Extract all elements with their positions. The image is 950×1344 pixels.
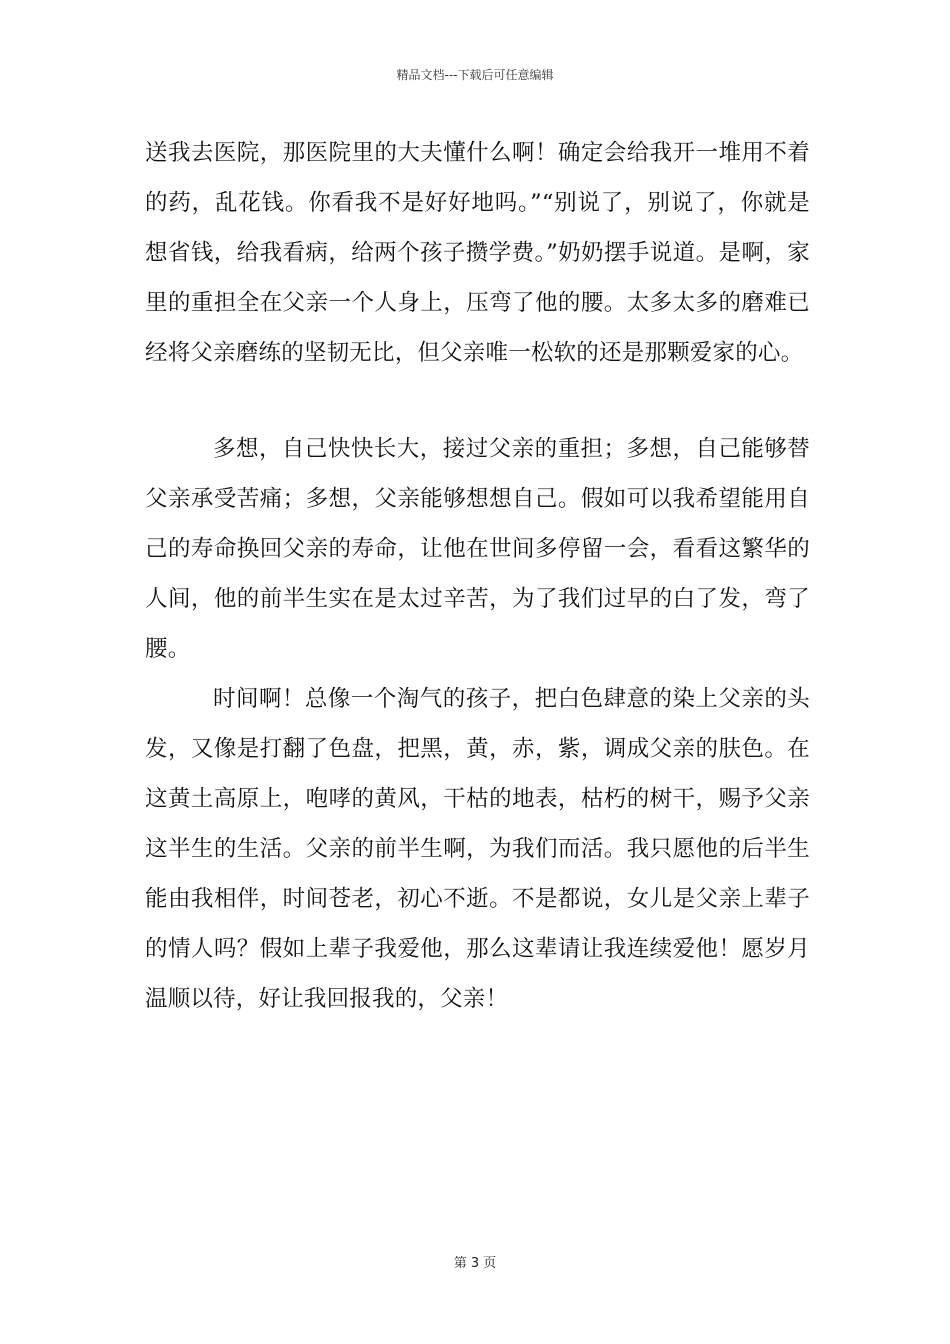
paragraph-1: 送我去医院，那医院里的大夫懂什么啊！确定会给我开一堆用不着的药，乱花钱。你看我不是好好地吗。”“别说了，别说了，你就是想省钱，给我看病，给两个孩子攒学费。”奶奶摆手说道。是啊，家里的重担全在父亲一个人身上，压弯了他的腰。太多太多的磨难已经将父亲磨练的坚韧无比，但父亲唯一松软的还是那颗爱家的心。 [145,140,810,366]
paragraph-2: 多想，自己快快长大，接过父亲的重担；多想，自己能够替父亲承受苦痛；多想，父亲能够想想自己。假如可以我希望能用自己的寿命换回父亲的寿命，让他在世间多停留一会，看看这繁华的人间，他的前半生实在是太过辛苦，为了我们过早的白了发，弯了腰。 [145,436,810,662]
paragraph-3: 时间啊！总像一个淘气的孩子，把白色肆意的染上父亲的头发，又像是打翻了色盘，把黑，黄，赤，紫，调成父亲的肤色。在这黄土高原上，咆哮的黄风，干枯的地表，枯朽的树干，赐予父亲这半生的生活。父亲的前半生啊，为我们而活。我只愿他的后半生能由我相伴，时间苍老，初心不逝。不是都说，女儿是父亲上辈子的情人吗？假如上辈子我爱他，那么这辈请让我连续爱他！愿岁月温顺以待，好让我回报我的，父亲！ [145,686,810,1012]
page-header: 精品文档---下载后可任意编辑 [396,68,554,82]
document-body [145,128,810,1024]
page-number: 第 3 页 [453,1256,497,1271]
